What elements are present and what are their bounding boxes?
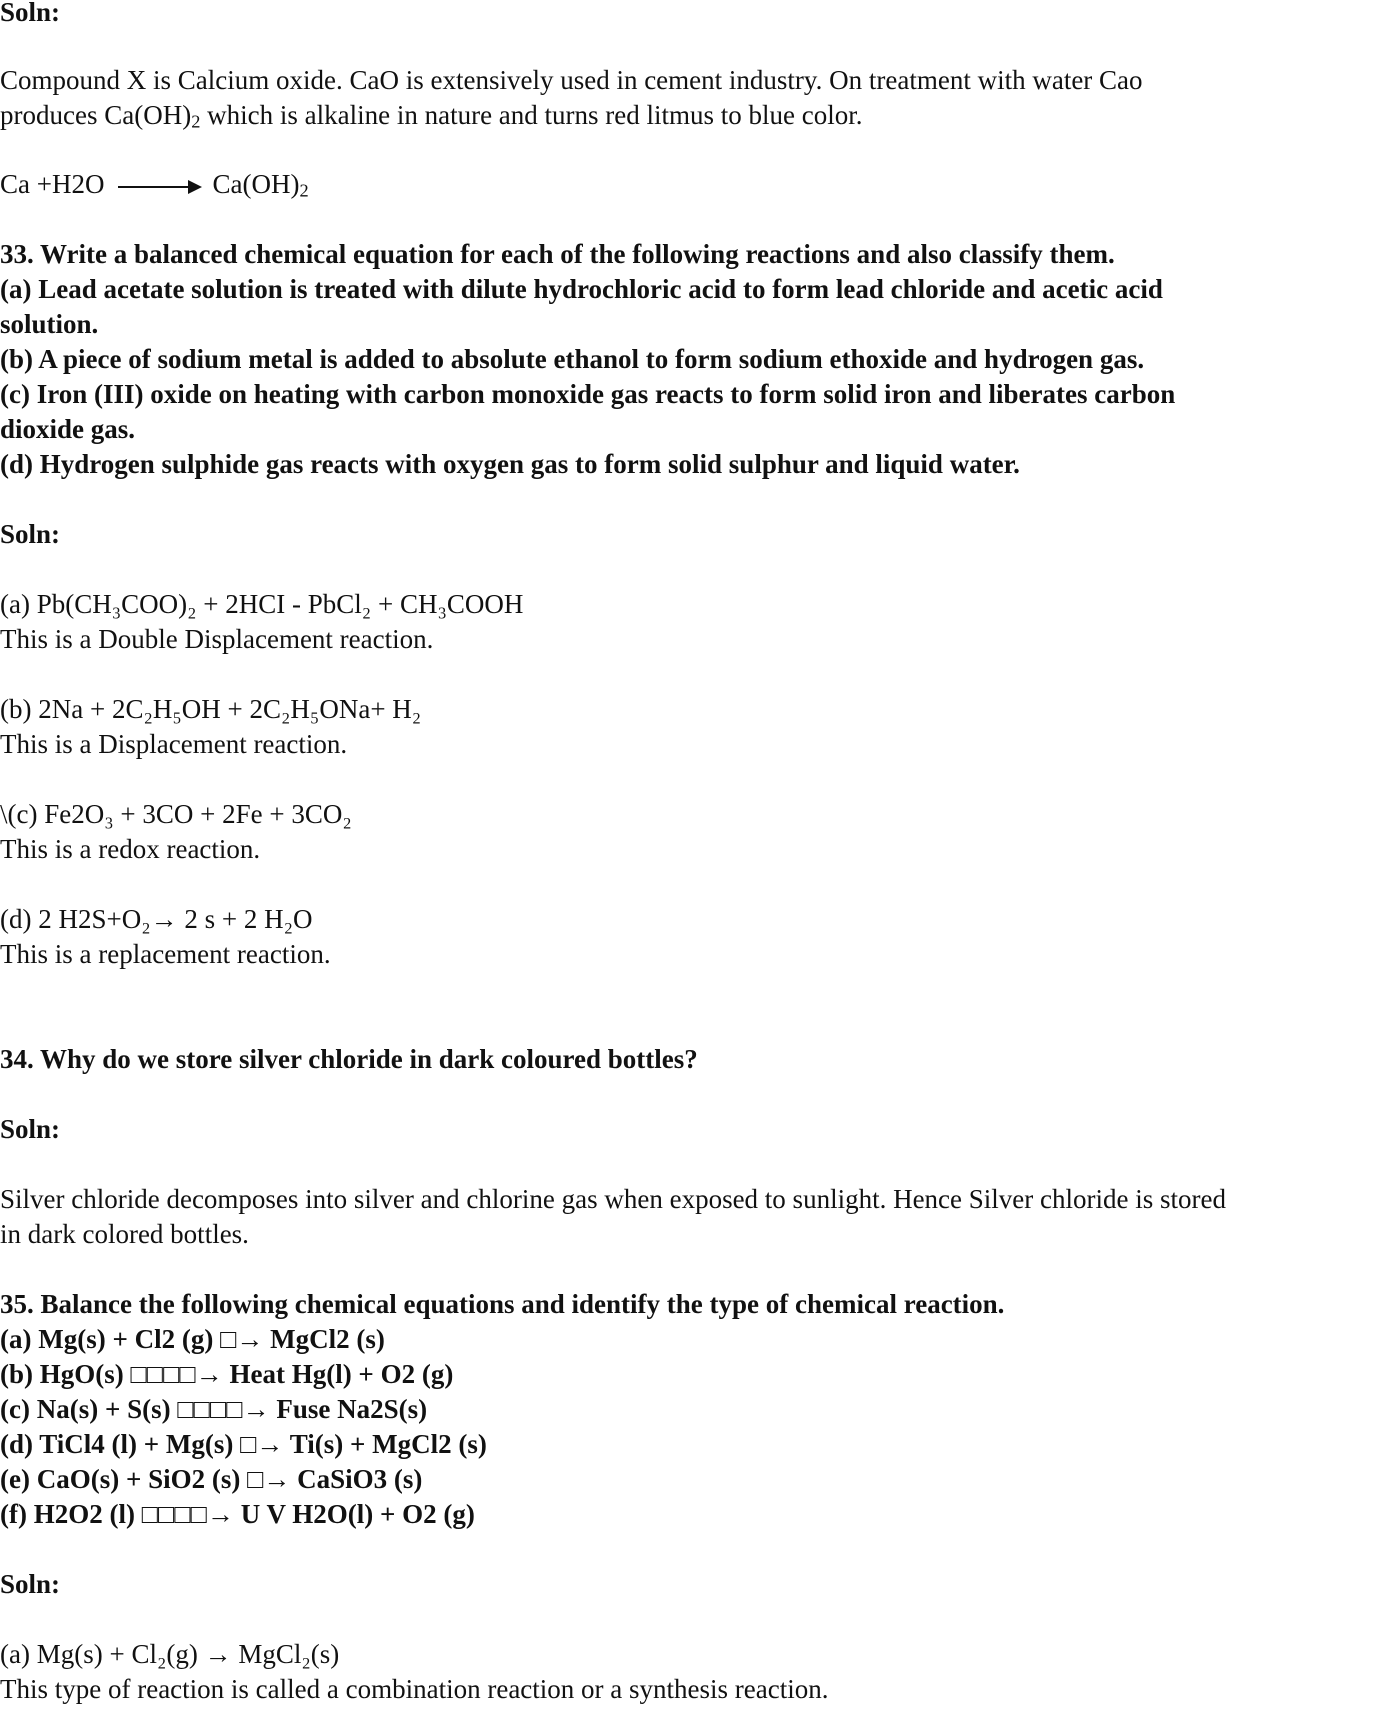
q34-answer-line-1: Silver chloride decomposes into silver and chlorine gas when exposed to sunlight. Hence Silver chloride is stored — [0, 1184, 1226, 1214]
soln-label: Soln: — [0, 0, 61, 27]
q33-answer-b-equation: (b) 2Na + 2C₂H₅OH + 2C₂H₅ONa+ H₂ — [0, 694, 422, 724]
q35-answer-a-type: This type of reaction is called a combination reaction or a synthesis reaction. — [0, 1674, 829, 1704]
q33-question-line-7: (d) Hydrogen sulphide gas reacts with oxygen gas to form solid sulphur and liquid water. — [0, 449, 1020, 479]
q32-equation: Ca +H2O $Ca(OH)_2$ — [0, 169, 309, 201]
soln-label: Soln: — [0, 519, 61, 549]
q35-item-a: (a) Mg(s) + Cl2 (g) □→ MgCl2 (s) — [0, 1324, 385, 1354]
q35-item-e: (e) CaO(s) + SiO2 (s) □→ CaSiO3 (s) — [0, 1464, 423, 1494]
soln-label: Soln: — [0, 1569, 61, 1599]
q35-answer-a-equation: (a) Mg(s) + Cl₂(g) → MgCl₂(s) — [0, 1639, 340, 1669]
q33-answer-c-type: This is a redox reaction. — [0, 834, 261, 864]
q35-item-b: (b) HgO(s) □□□□→ Heat Hg(l) + O2 (g) — [0, 1359, 454, 1389]
q35-item-c: (c) Na(s) + S(s) □□□□→ Fuse Na2S(s) — [0, 1394, 428, 1424]
q33-question-line-4: (b) A piece of sodium metal is added to absolute ethanol to form sodium ethoxide and hydrogen gas. — [0, 344, 1145, 374]
q35-item-d: (d) TiCl4 (l) + Mg(s) □→ Ti(s) + MgCl2 (s) — [0, 1429, 487, 1459]
reaction-arrow-icon — [118, 186, 198, 188]
q32-answer-line-1: Compound X is Calcium oxide. CaO is extensively used in cement industry. On treatment with water Cao — [0, 65, 1143, 95]
q34-answer-line-2: in dark colored bottles. — [0, 1219, 249, 1249]
q33-answer-a-type: This is a Double Displacement reaction. — [0, 624, 434, 654]
q34-question: 34. Why do we store silver chloride in dark coloured bottles? — [0, 1044, 698, 1074]
q33-question-line-1: 33. Write a balanced chemical equation for each of the following reactions and also classify them. — [0, 239, 1115, 269]
q35-question-line-1: 35. Balance the following chemical equations and identify the type of chemical reaction. — [0, 1289, 1005, 1319]
q35-item-f: (f) H2O2 (l) □□□□→ U V H2O(l) + O2 (g) — [0, 1499, 475, 1529]
soln-label: Soln: — [0, 1114, 61, 1144]
q33-question-line-6: dioxide gas. — [0, 414, 136, 444]
q33-question-line-2: (a) Lead acetate solution is treated with dilute hydrochloric acid to form lead chloride and acetic acid — [0, 274, 1163, 304]
q33-answer-a-equation: (a) Pb(CH₃COO)₂ + 2HCI - PbCl₂ + CH₃COOH — [0, 589, 524, 619]
q33-answer-d-equation: (d) 2 H2S+O₂→ 2 s + 2 H₂O — [0, 904, 313, 934]
q32-answer-line-2: produces $Ca(OH)_2$ which is alkaline in nature and turns red litmus to blue color. — [0, 100, 863, 132]
q33-question-line-3: solution. — [0, 309, 99, 339]
q33-answer-b-type: This is a Displacement reaction. — [0, 729, 348, 759]
q33-question-line-5: (c) Iron (III) oxide on heating with carbon monoxide gas reacts to form solid iron and liberates carbon — [0, 379, 1176, 409]
q33-answer-c-equation: \(c) Fe2O₃ + 3CO + 2Fe + 3CO₂ — [0, 799, 352, 829]
q33-answer-d-type: This is a replacement reaction. — [0, 939, 331, 969]
